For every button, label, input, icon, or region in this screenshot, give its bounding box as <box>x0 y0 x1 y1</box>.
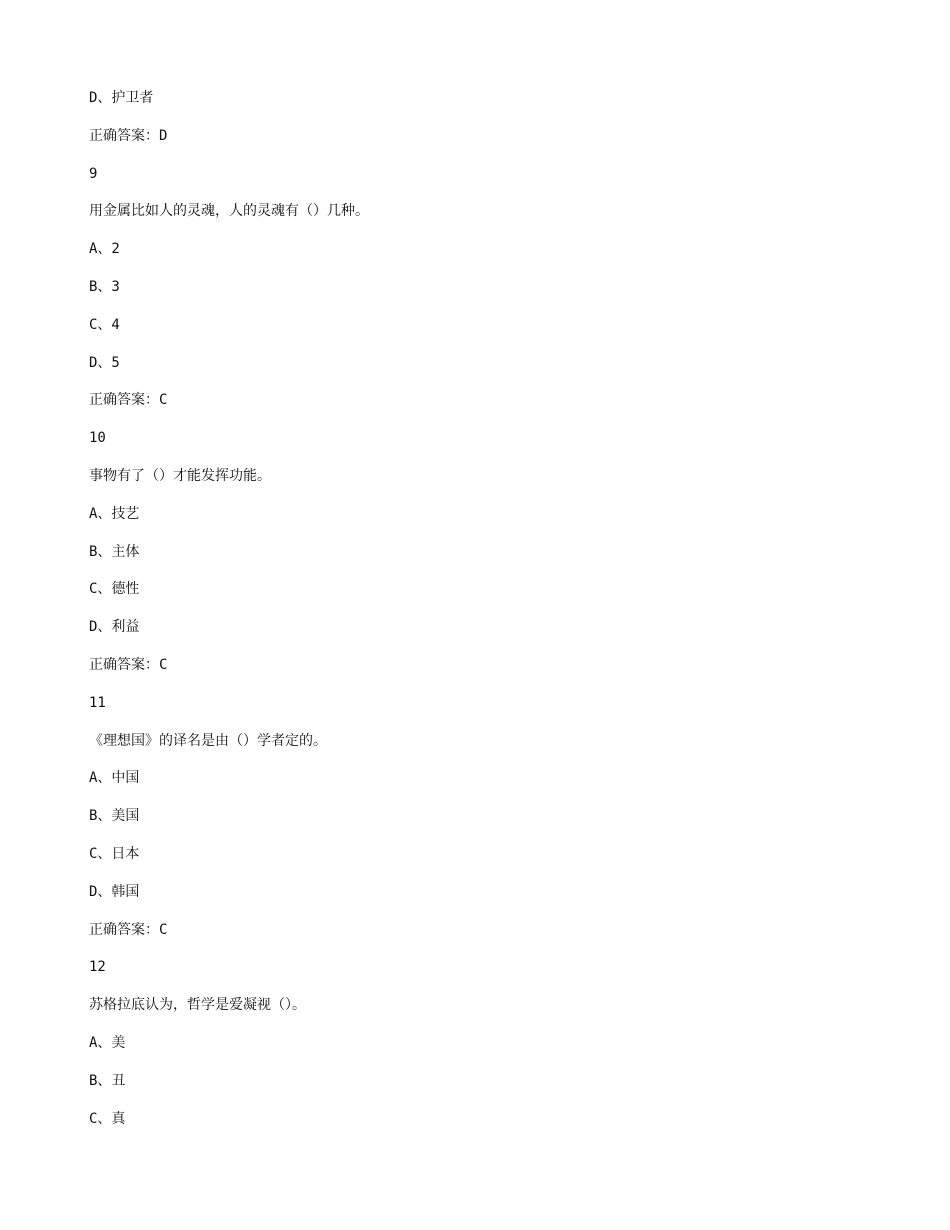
correct-answer: 正确答案：C <box>89 921 168 938</box>
question-number: 10 <box>89 430 106 447</box>
question-text: 事物有了（）才能发挥功能。 <box>89 467 271 484</box>
option-d: D、护卫者 <box>89 90 154 106</box>
question-number: 12 <box>89 959 106 976</box>
question-number: 9 <box>89 165 98 182</box>
option-b: B、3 <box>89 278 120 295</box>
option-a: A、中国 <box>89 770 140 787</box>
quiz-content <box>89 86 909 1144</box>
option-d: D、利益 <box>89 619 140 636</box>
option-b: B、美国 <box>89 808 140 825</box>
correct-answer: 正确答案：C <box>89 656 168 673</box>
question-text: 苏格拉底认为，哲学是爱凝视（）。 <box>89 997 306 1014</box>
option-c: C、真 <box>89 1110 126 1127</box>
correct-answer: 正确答案：D <box>89 127 168 144</box>
option-b: B、主体 <box>89 543 140 560</box>
question-text: 用金属比如人的灵魂，人的灵魂有（）几种。 <box>89 203 369 220</box>
option-c: C、德性 <box>89 581 140 598</box>
option-d: D、5 <box>89 354 120 371</box>
option-a: A、美 <box>89 1034 126 1051</box>
question-text: 《理想国》的译名是由（）学者定的。 <box>89 732 327 749</box>
option-d: D、韩国 <box>89 883 140 900</box>
correct-answer: 正确答案：C <box>89 392 168 409</box>
option-c: C、日本 <box>89 845 140 862</box>
option-c: C、4 <box>89 316 120 333</box>
option-a: A、技艺 <box>89 505 140 522</box>
option-a: A、2 <box>89 241 120 258</box>
option-b: B、丑 <box>89 1072 126 1089</box>
question-number: 11 <box>89 694 106 711</box>
